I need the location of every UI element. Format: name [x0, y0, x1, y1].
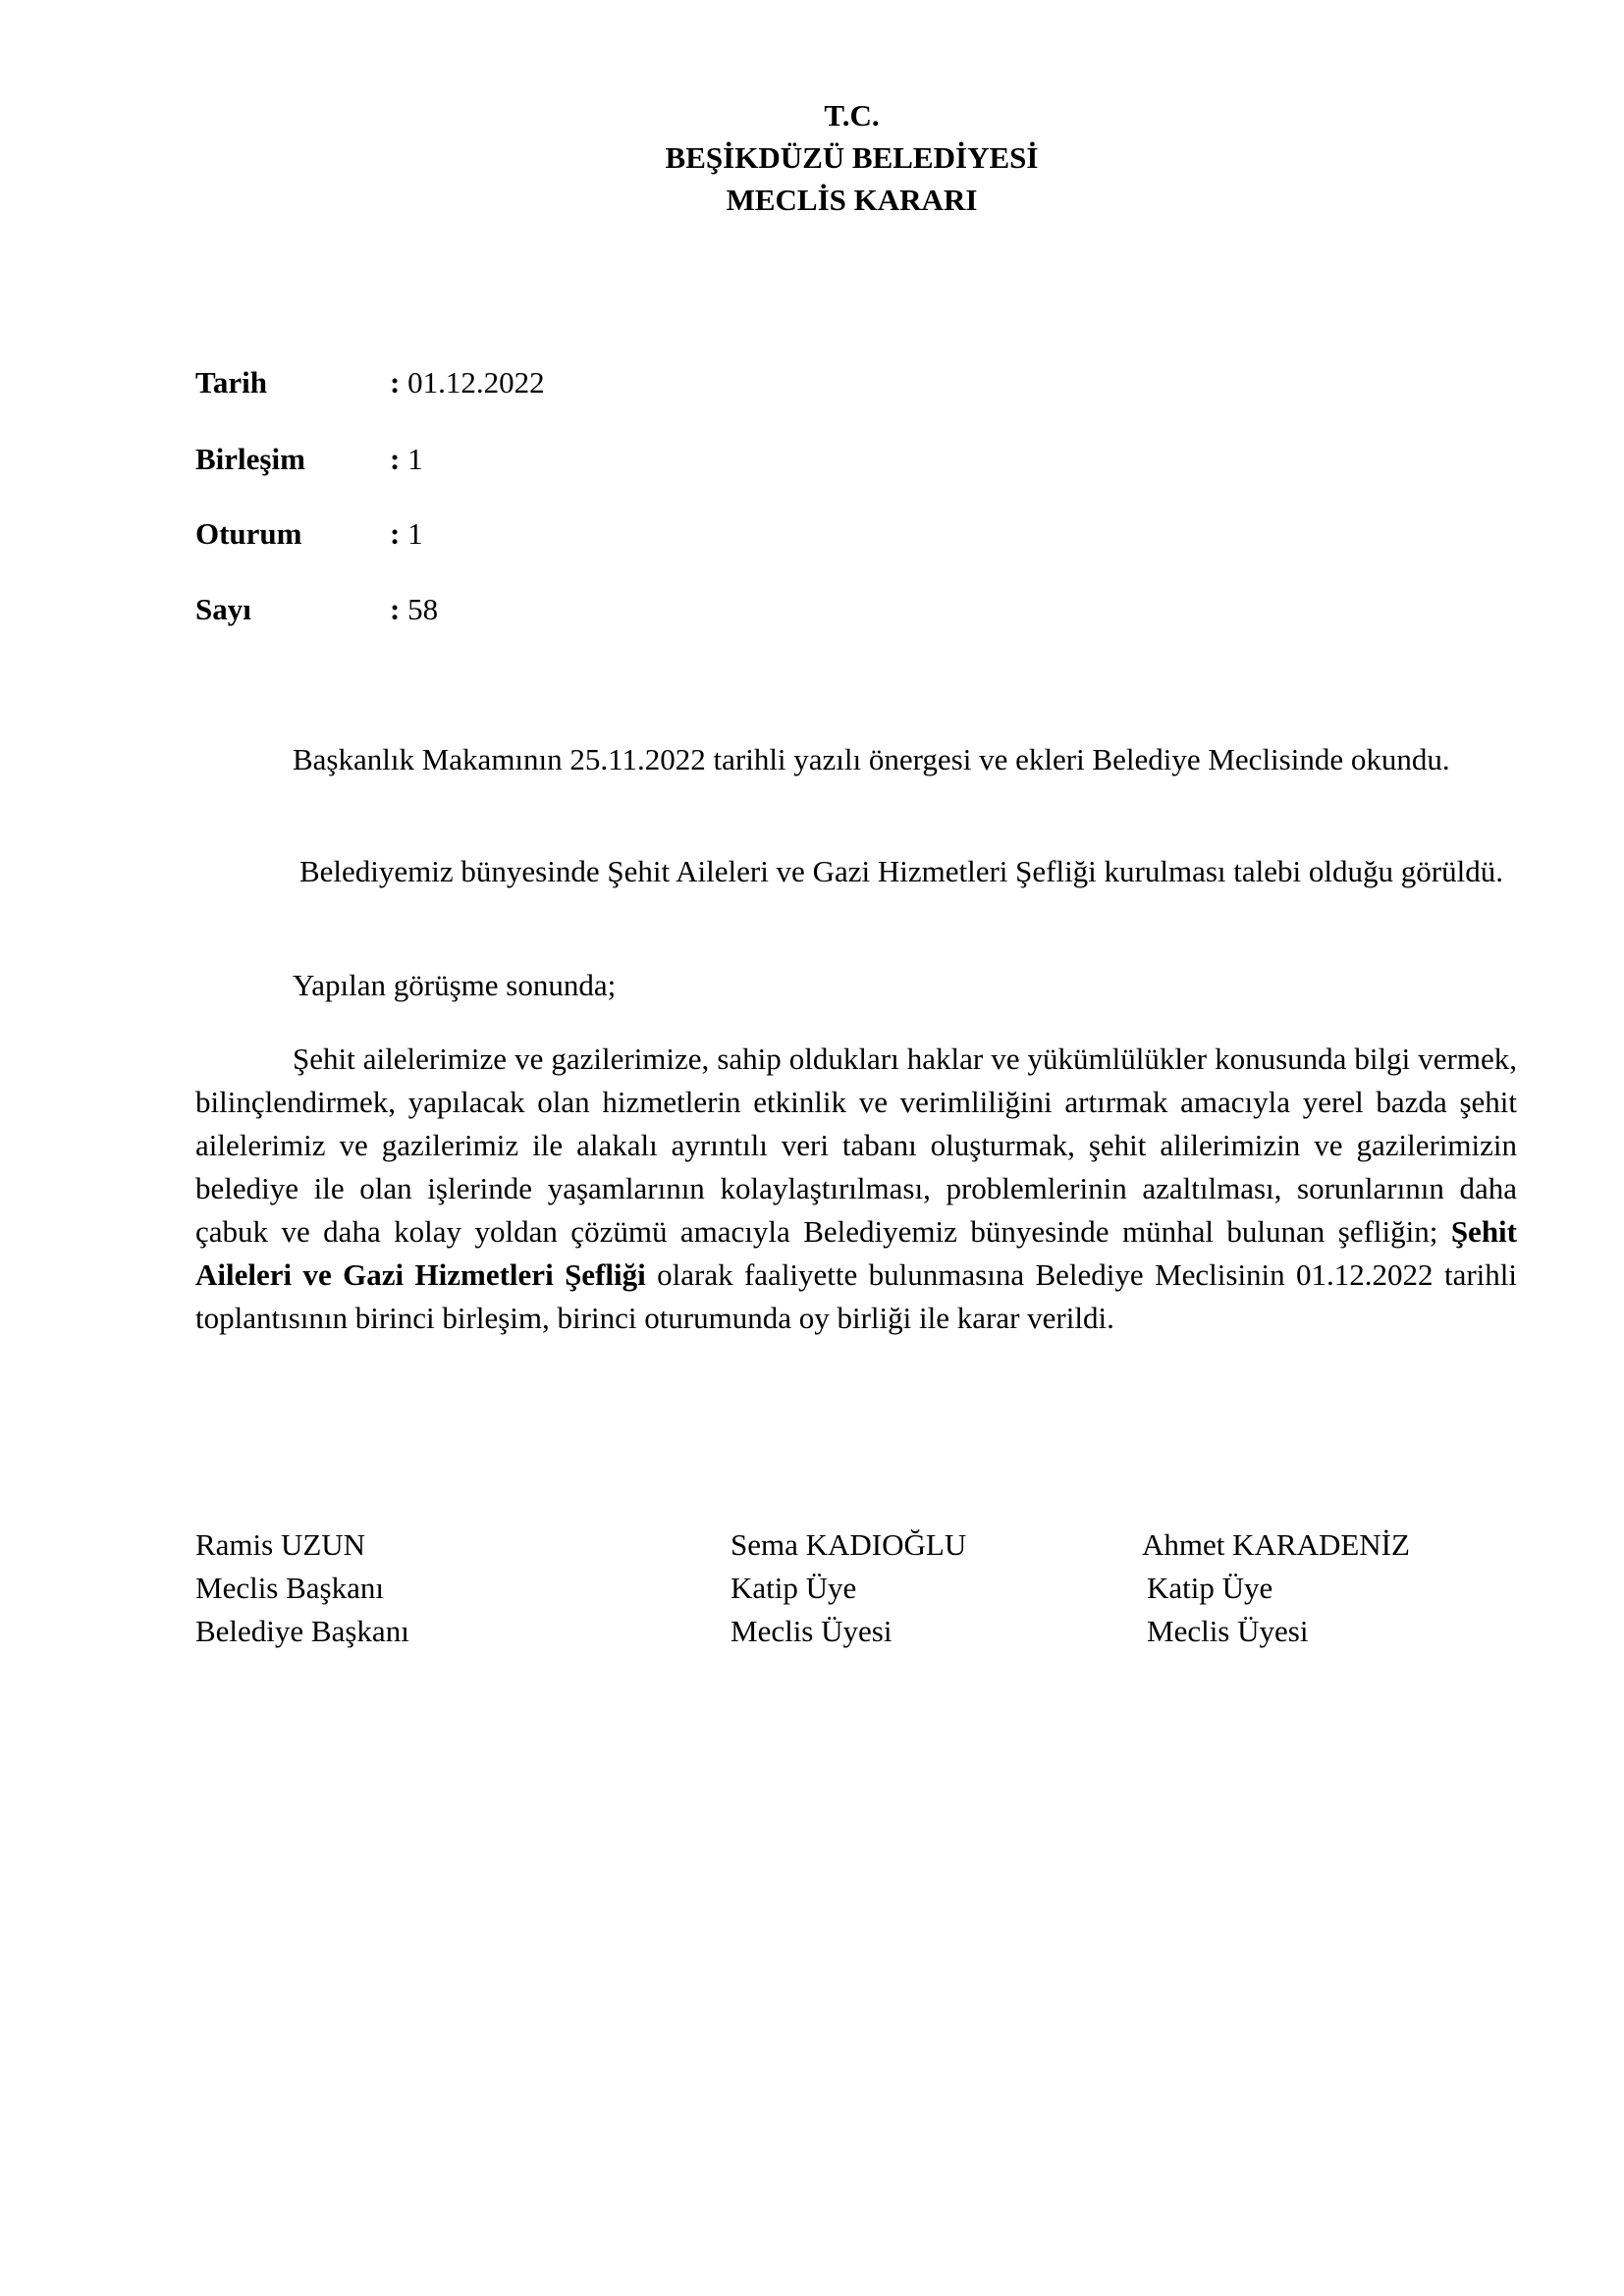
decision-text-before: Şehit ailelerimize ve gazilerimize, sahip oldukları haklar ve yükümlülükler konusunda bilgi vermek, bilinçlendirmek, yapılacak olan hizmetlerin etkinlik ve verimliliğini artırmak amacıyla yerel bazda şehit ailelerimiz ve gazilerimiz ile alakalı ayrıntılı veri tabanı oluşturmak, şehit alilerimizin ve gazilerimizin belediye ile olan işlerinde yaşamlarının kolaylaştırılması, problemlerinin azaltılması, sorunlarının daha çabuk ve daha kolay yoldan çözümü amacıyla Belediyemiz bünyesinde münhal bulunan şefliğin; [195, 1041, 1517, 1249]
paragraph-request [195, 850, 1517, 893]
signature-role: Belediye Başkanı [195, 1614, 409, 1648]
paragraph-proposal-read [195, 738, 1517, 781]
paragraph-text: Belediyemiz bünyesinde Şehit Aileleri ve Gazi Hizmetleri Şefliği kurulması talebi olduğu görüldü. [299, 854, 1503, 888]
header-municipality: BEŞİKDÜZÜ BELEDİYESİ [665, 140, 1039, 175]
document-header [0, 94, 1624, 221]
meta-value-number: : 58 [390, 592, 439, 626]
signature-name: Ramis UZUN [195, 1527, 366, 1562]
decision-text-after: olarak faaliyette bulunmasına Belediye Meclisinin 01.12.2022 tarihli toplantısının birinci birleşim, birinci oturumunda oy birliği ile karar verildi. [195, 1257, 1517, 1335]
signature-block-clerk-1 [731, 1523, 966, 1653]
paragraph-decision [195, 1038, 1517, 1340]
meta-value-sitting: : 1 [390, 516, 423, 551]
paragraph-discussion [195, 964, 1517, 1007]
meta-value-date: : 01.12.2022 [390, 365, 545, 400]
meta-label-session: Birleşim [195, 442, 305, 476]
signature-role: Katip Üye [1147, 1571, 1273, 1605]
decision-unit-name: Şehit Aileleri ve Gazi Hizmetleri Şefliği [195, 1214, 1517, 1292]
meta-label-date: Tarih [195, 365, 267, 400]
header-republic: T.C. [824, 98, 880, 133]
paragraph-text: Yapılan görüşme sonunda; [293, 968, 617, 1002]
paragraph-text [195, 1038, 1517, 1340]
meta-label-sitting: Oturum [195, 516, 302, 551]
signature-block-clerk-2 [1142, 1523, 1410, 1653]
signature-role: Meclis Başkanı [195, 1571, 384, 1605]
signature-role: Meclis Üyesi [1147, 1614, 1309, 1648]
meta-label-number: Sayı [195, 592, 251, 626]
header-decision-title: MECLİS KARARI [726, 183, 978, 217]
signature-name: Ahmet KARADENİZ [1142, 1527, 1410, 1562]
signature-block-president [195, 1523, 409, 1653]
signature-role: Katip Üye [731, 1571, 857, 1605]
meta-value-session: : 1 [390, 442, 423, 476]
signature-name: Sema KADIOĞLU [731, 1527, 967, 1562]
paragraph-text: Başkanlık Makamının 25.11.2022 tarihli yazılı önergesi ve ekleri Belediye Meclisinde okundu. [293, 742, 1450, 776]
signature-role: Meclis Üyesi [731, 1614, 893, 1648]
